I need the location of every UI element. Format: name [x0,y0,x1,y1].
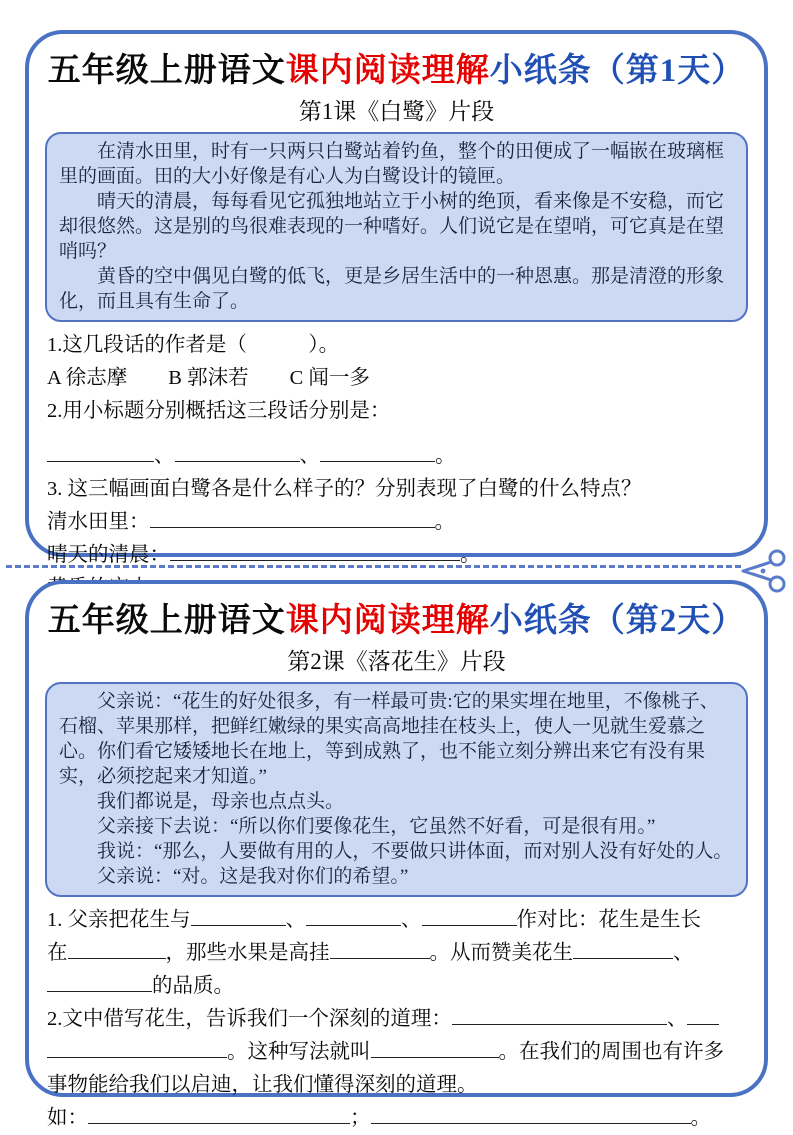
lesson-subtitle: 第1课《白鹭》片段 [298,99,495,124]
question-text: 。在我们的周围也有许多 [498,1041,724,1063]
question-text: 2.文中借写花生，告诉我们一个深刻的道理： [47,1008,452,1030]
passage-paragraph: 父亲说：“对。这是我对你们的希望。” [97,866,409,887]
answer-blank[interactable] [687,1004,719,1026]
question-line [47,473,746,506]
question-line [47,1003,746,1036]
question-text: A 徐志摩 B 郭沫若 C 闻一多 [47,367,370,389]
answer-blank[interactable] [47,1037,227,1059]
answer-blank[interactable] [330,938,430,960]
question-text: 。这种写法就叫 [227,1041,371,1063]
passage-paragraph: 晴天的清晨，每每看见它孤独地站立于小树的绝顶，看来像是不安稳，而它却很悠然。这是别的鸟很难表现的一种嗜好。人们说它是在望哨，可它真是在望哨吗？ [59,191,725,262]
answer-blank[interactable] [371,1037,499,1059]
title-day-part: 小纸条（第1天） [489,53,746,89]
card-title [45,594,748,641]
passage-paragraph: 父亲说：“花生的好处很多，有一样最可贵:它的果实埋在地里，不像桃子、石榴、苹果那样，把鲜红嫩绿的果实高高地挂在枝头上，使人一见就生爱慕之心。你们看它矮矮地长在地上，等到成熟了，也不能立刻分辨出来它有没有果实，必须挖起来才知道。” [59,691,719,787]
title-grade-part: 五年级上册语文 [47,53,286,89]
lesson-subtitle: 第2课《落花生》片段 [287,649,506,674]
answer-blank[interactable] [422,905,517,927]
question-text: 清水田里： [47,511,150,533]
title-highlight-part: 课内阅读理解 [285,53,490,89]
answer-blank[interactable] [320,441,435,463]
question-line [47,506,746,539]
question-text: 。 [460,544,481,566]
passage-paragraph: 在清水田里，时有一只两只白鹭站着钓鱼，整个的田便成了一幅嵌在玻璃框里的画面。田的大小好像是有心人为白鹭设计的镜匣。 [59,141,725,187]
answer-blank[interactable] [47,971,152,993]
question-line [47,440,746,473]
answer-blank[interactable] [150,507,435,529]
passage-paragraph: 黄昏的空中偶见白鹭的低飞，更是乡居生活中的一种恩惠。那是清澄的形象化，而且具有生命了。 [59,266,725,312]
answer-blank[interactable] [175,441,300,463]
question-line [47,395,746,428]
passage-paragraph: 我说：“那么，人要做有用的人，不要做只讲体面，而对别人没有好处的人。 [97,841,733,862]
question-text: 。 [434,511,455,533]
worksheet-card-day2 [25,580,768,1129]
answer-blank[interactable] [573,938,673,960]
question-line [47,970,746,1003]
question-text: 、 [401,909,422,931]
card-title [45,44,748,91]
passage-paragraph: 父亲接下去说：“所以你们要像花生，它虽然不好看，可是很有用。” [97,816,656,837]
dashed-cut-rule [6,565,741,568]
passage-paragraph: 我们都说是，母亲也点点头。 [97,791,345,812]
answer-blank[interactable] [88,1103,350,1125]
question-text: 、 [666,1008,688,1030]
question-text: 、 [673,942,694,964]
question-line [47,1102,746,1135]
answer-blank[interactable] [191,905,286,927]
question-text: 如： [47,1107,88,1129]
question-text: 事物能给我们以启迪，让我们懂得深刻的道理。 [47,1074,478,1096]
question-text: 在 [47,942,68,964]
question-text: 作对比：花生是生长 [516,909,701,931]
question-text: 3. 这三幅画面白鹭各是什么样子的？分别表现了白鹭的什么特点？ [47,478,642,500]
passage-box [45,682,748,897]
question-text: 1. 父亲把花生与 [47,909,191,931]
title-day-part: 小纸条（第2天） [489,603,746,639]
question-text: 。 [435,445,456,467]
question-line [47,1036,746,1069]
question-line [47,1069,746,1102]
worksheet-card-day1 [25,30,768,566]
question-line [47,362,746,395]
questions-block [45,904,748,1135]
question-text: 、 [285,909,306,931]
answer-blank[interactable] [47,441,154,463]
answer-blank[interactable] [452,1004,667,1026]
question-text: 。 [690,1107,711,1129]
question-line [47,937,746,970]
question-text: ； [350,1107,371,1129]
passage-box [45,132,748,322]
question-line [47,904,746,937]
title-grade-part: 五年级上册语文 [47,603,286,639]
question-text: 1.这几段话的作者是（ ）。 [47,334,340,356]
question-text: 、 [299,445,320,467]
question-text: 。从而赞美花生 [429,942,573,964]
answer-blank[interactable] [371,1103,691,1125]
question-text: ，那些水果是高挂 [165,942,330,964]
question-text: 、 [154,445,175,467]
question-line [47,329,746,362]
question-text: 晴天的清晨： [47,544,170,566]
question-text: 的品质。 [152,975,234,997]
question-text: 2.用小标题分别概括这三段话分别是： [47,400,391,422]
answer-blank[interactable] [306,905,401,927]
answer-blank[interactable] [68,938,166,960]
title-highlight-part: 课内阅读理解 [285,603,490,639]
